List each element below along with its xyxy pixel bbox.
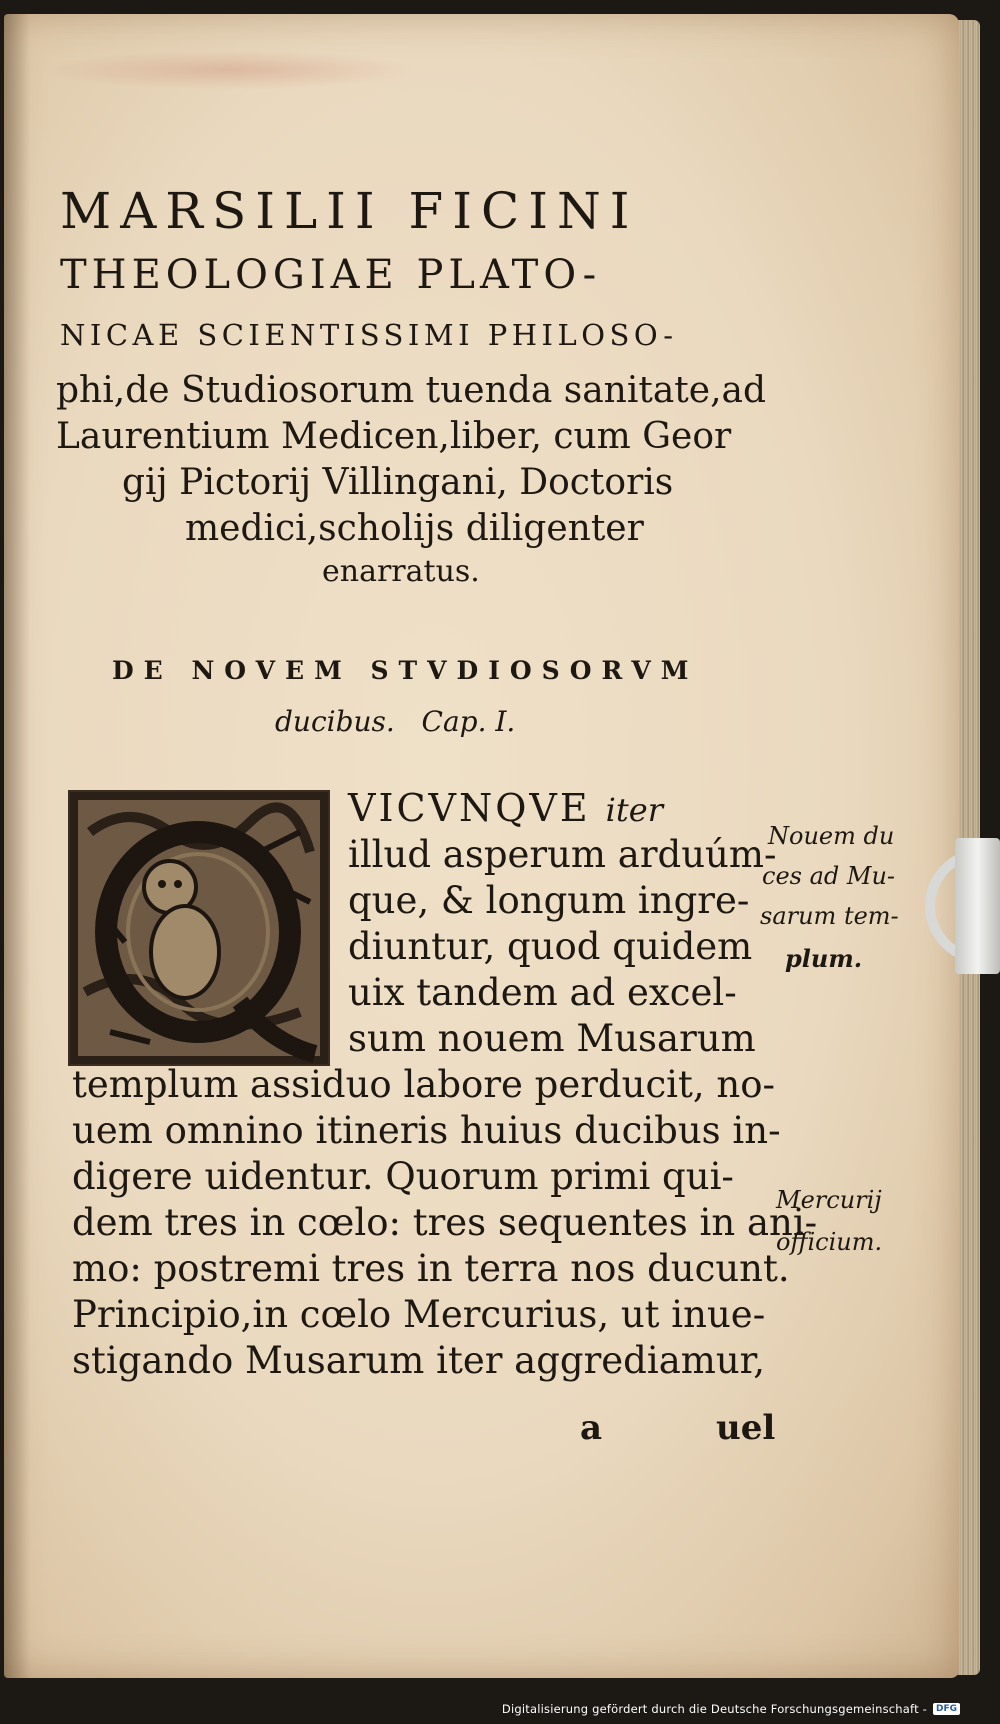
marginal-note: plum. [785,944,863,973]
chapter-heading: DE NOVEM STVDIOSORVM [112,656,699,685]
title-line-8: enarratus. [322,554,480,589]
body-line: uem omnino itineris huius ducibus in- [72,1109,781,1152]
body-line: que, & longum ingre- [348,879,750,922]
woodcut-initial-icon [70,792,328,1064]
chapter-subheading: ducibus. Cap. I. [275,705,516,738]
marginal-note: Nouem du [768,822,895,850]
body-line-1-italic: iter [605,791,663,829]
body-line-1-caps: VICVNQVE [348,786,591,830]
marginal-note: ces ad Mu- [762,862,896,890]
catchword: uel [716,1408,776,1448]
body-line: sum nouem Musarum [348,1017,756,1060]
body-line: templum assiduo labore perducit, no- [72,1063,775,1106]
page-clip-bar [955,838,1000,974]
body-line: digere uidentur. Quorum primi qui- [72,1155,734,1198]
marginal-note: Mercurij [776,1186,882,1214]
body-line: Principio,in cœlo Mercurius, ut inue- [72,1293,766,1336]
body-line: uix tandem ad excel- [348,971,737,1014]
gutter-shadow [4,14,30,1678]
body-line: mo: postremi tres in terra nos ducunt. [72,1247,790,1290]
title-line-2: THEOLOGIAE PLATO- [60,252,602,298]
dfg-logo: DFG [933,1703,960,1715]
marginal-note: sarum tem- [760,902,899,930]
body-line: dem tres in cœlo: tres sequentes in ani- [72,1201,818,1244]
footer-text: Digitalisierung gefördert durch die Deutsche Forschungsgemeinschaft - [501,1702,927,1716]
title-line-1: MARSILII FICINI [60,182,639,240]
body-line-1 [348,786,663,833]
marginal-note: officium. [776,1228,883,1256]
title-line-7: medici,scholijs diligenter [185,508,644,549]
title-line-4: phi,de Studiosorum tuenda sanitate,ad [56,370,767,411]
decorated-initial-q [70,792,328,1064]
title-line-3: NICAE SCIENTISSIMI PHILOSO- [60,318,678,352]
body-line: stigando Musarum iter aggrediamur, [72,1339,766,1382]
footer-credit [502,1700,960,1718]
title-line-6: gij Pictorij Villingani, Doctoris [122,462,674,503]
body-line: diuntur, quod quidem [348,925,753,968]
body-line: illud asperum arduúm- [348,833,777,876]
signature-mark: a [580,1408,603,1448]
title-line-5: Laurentium Medicen,liber, cum Geor [56,416,732,457]
stain [40,50,420,90]
